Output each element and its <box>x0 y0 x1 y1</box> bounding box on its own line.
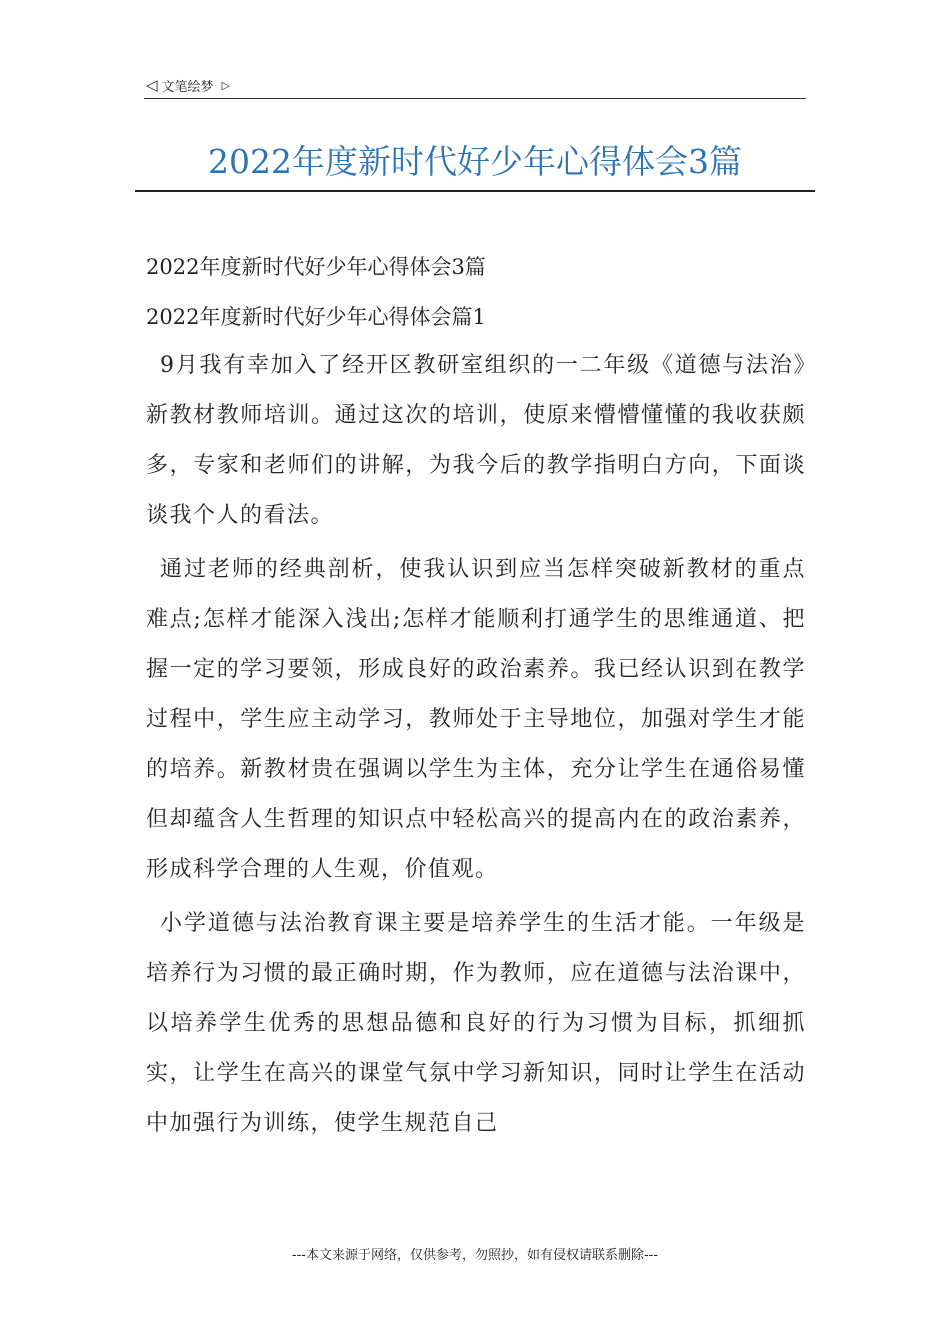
title-divider <box>135 190 815 192</box>
paragraph: 通过老师的经典剖析，使我认识到应当怎样突破新教材的重点难点;怎样才能深入浅出;怎样才能顺利打通学生的思维通道、把握一定的学习要领，形成良好的政治素养。我已经认识到在教学过程中，学生应主动学习，教师处于主导地位，加强对学生才能的培养。新教材贵在强调以学生为主体，充分让学生在通俗易懂但却蕴含人生哲理的知识点中轻松高兴的提高内在的政治素养，形成科学合理的人生观，价值观。 <box>146 557 806 882</box>
paragraph: 小学道德与法治教育课主要是培养学生的生活才能。一年级是培养行为习惯的最正确时期，作为教师，应在道德与法治课中，以培养学生优秀的思想品德和良好的行为习惯为目标，抓细抓实，让学生在高兴的课堂气氛中学习新知识，同时让学生在活动中加强行为训练，使学生规范自己 <box>146 911 806 1136</box>
brand <box>146 76 230 95</box>
right-triangle-icon: ▷ <box>221 79 231 92</box>
subtitle-collection: 2022年度新时代好少年心得体会3篇 <box>146 255 486 279</box>
footer-disclaimer: ---本文来源于网络，仅供参考，勿照抄，如有侵权请联系删除--- <box>291 1248 659 1263</box>
left-triangle-icon: ◁ <box>146 76 158 94</box>
brand-name: 文笔绘梦 <box>161 80 214 95</box>
page-header <box>144 74 806 99</box>
subtitle-part-1: 2022年度新时代好少年心得体会篇1 <box>146 305 486 329</box>
document-title: 2022年度新时代好少年心得体会3篇 <box>208 142 742 181</box>
document-body <box>146 252 806 1149</box>
paragraph: 9月我有幸加入了经开区教研室组织的一二年级《道德与法治》新教材教师培训。通过这次的培训，使原来懵懵懂懂的我收获颇多，专家和老师们的讲解，为我今后的教学指明白方向，下面谈谈我个人的看法。 <box>146 353 806 528</box>
